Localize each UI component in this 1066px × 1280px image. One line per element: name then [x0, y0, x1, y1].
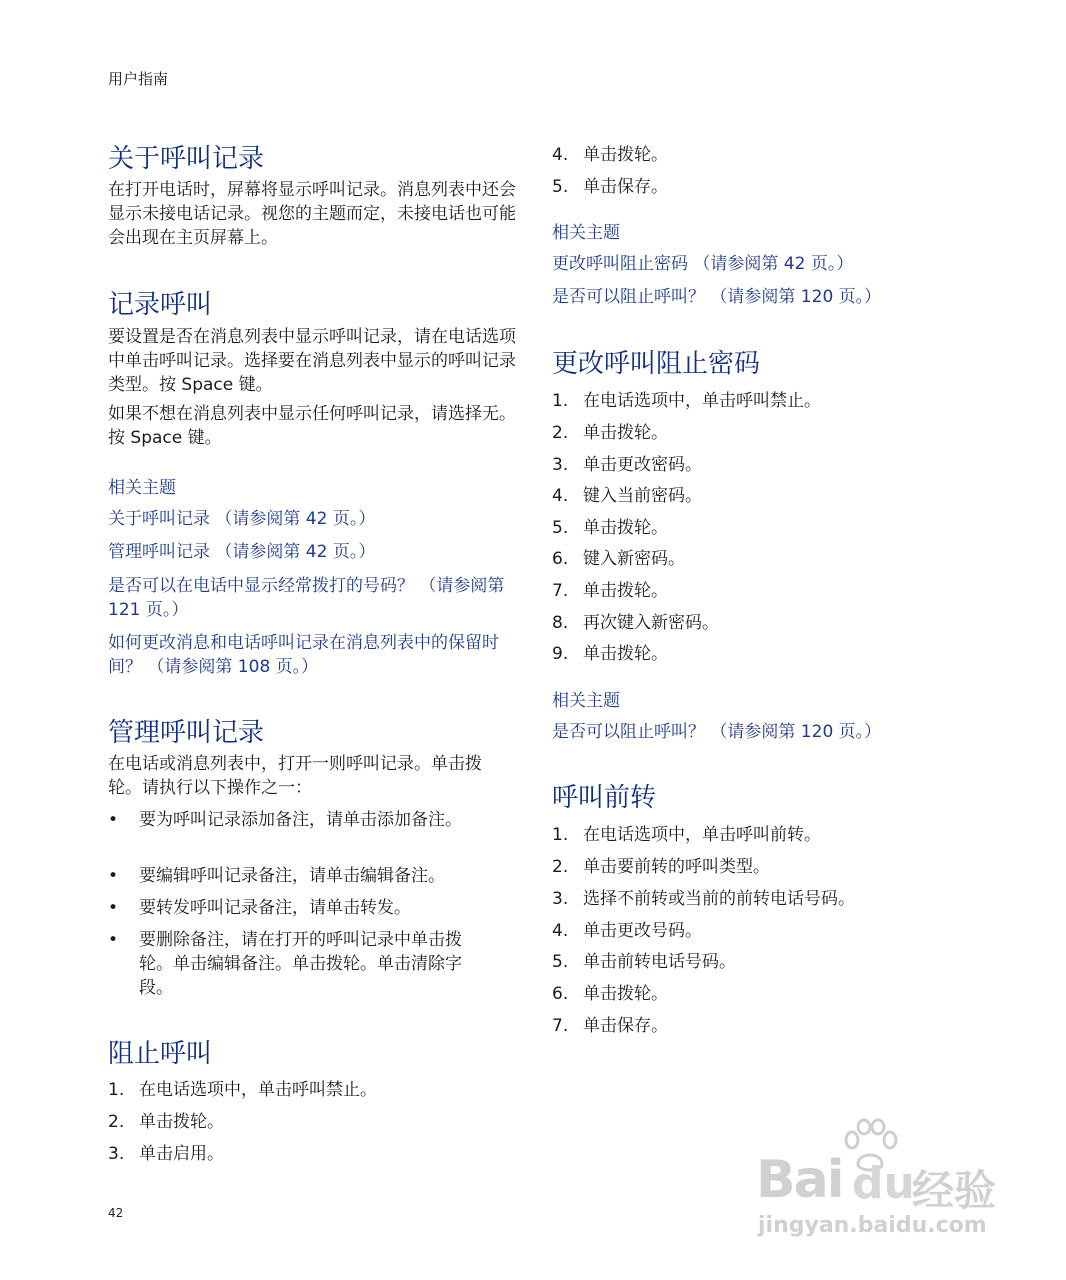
section-title-change-block-password: 更改呼叫阻止密码 [552, 349, 761, 379]
step-text: 单击拨轮。 [583, 423, 668, 443]
step-number: 6. [552, 984, 569, 1004]
step-number: 1. [108, 1080, 125, 1100]
step-item [552, 450, 702, 475]
step-text: 单击要前转的呼叫类型。 [583, 857, 770, 877]
related-topics-heading: 相关主题 [552, 691, 620, 711]
step-number: 2. [552, 423, 569, 443]
step-item [552, 947, 736, 972]
step-item [552, 979, 668, 1004]
watermark-brand-du: du [852, 1158, 915, 1209]
step-text: 单击拨轮。 [583, 581, 668, 601]
bullet: • [108, 898, 119, 918]
section-title-about-call-logs: 关于呼叫记录 [108, 144, 265, 174]
step-item [108, 1107, 224, 1132]
step-item [108, 1075, 377, 1100]
step-number: 3. [108, 1144, 125, 1164]
section-title-call-forwarding: 呼叫前转 [552, 783, 657, 813]
section-title-log-calls: 记录呼叫 [108, 290, 213, 320]
step-number: 4. [552, 145, 569, 165]
watermark-url: jingyan.baidu.com [758, 1213, 987, 1238]
step-text: 单击拨轮。 [583, 984, 668, 1004]
related-topics-heading: 相关主题 [108, 478, 176, 498]
step-item [552, 513, 668, 538]
bullet: • [108, 866, 119, 886]
step-item [552, 884, 855, 909]
step-text: 单击启用。 [139, 1144, 224, 1164]
step-text: 单击拨轮。 [139, 1112, 224, 1132]
step-number: 3. [552, 889, 569, 909]
step-item [552, 916, 702, 941]
step-item [552, 418, 668, 443]
step-text: 单击拨轮。 [583, 644, 668, 664]
related-link-can-block-calls[interactable]: 是否可以阻止呼叫？ （请参阅第 120 页。） [552, 722, 882, 742]
step-text: 在电话选项中，单击呼叫禁止。 [583, 391, 821, 411]
manage-call-logs-intro: 在电话或消息列表中，打开一则呼叫记录。单击拨轮。请执行以下操作之一： [108, 754, 482, 798]
section-title-manage-call-logs: 管理呼叫记录 [108, 718, 265, 748]
step-item [552, 481, 702, 506]
list-item-text: 要为呼叫记录添加备注，请单击添加备注。 [139, 810, 462, 830]
related-link-frequent-numbers[interactable]: 是否可以在电话中显示经常拨打的号码？ （请参阅第 121 页。） [108, 576, 505, 620]
watermark-suffix: 经验 [912, 1166, 997, 1215]
step-text: 单击拨轮。 [583, 518, 668, 538]
step-text: 在电话选项中，单击呼叫前转。 [583, 825, 821, 845]
related-topics-heading: 相关主题 [552, 223, 620, 243]
list-item [108, 896, 508, 920]
step-text: 单击更改号码。 [583, 921, 702, 941]
step-item [552, 852, 770, 877]
list-item [108, 928, 478, 1000]
step-text: 单击保存。 [583, 177, 668, 197]
step-number: 5. [552, 952, 569, 972]
step-number: 7. [552, 1016, 569, 1036]
step-text: 在电话选项中，单击呼叫禁止。 [139, 1080, 377, 1100]
log-calls-paragraph-1: 要设置是否在消息列表中显示呼叫记录，请在电话选项中单击呼叫记录。选择要在消息列表中显示的呼叫记录类型。按 Space 键。 [108, 327, 516, 395]
related-link-manage-call-logs[interactable]: 管理呼叫记录 （请参阅第 42 页。） [108, 542, 376, 562]
step-number: 6. [552, 549, 569, 569]
step-text: 键入新密码。 [583, 549, 685, 569]
watermark-brand: Bai [756, 1150, 843, 1210]
step-item [552, 1011, 668, 1036]
related-link-retention-time[interactable]: 如何更改消息和电话呼叫记录在消息列表中的保留时间？ （请参阅第 108 页。） [108, 633, 499, 677]
list-item [108, 864, 508, 888]
about-call-logs-body: 在打开电话时，屏幕将显示呼叫记录。消息列表中还会显示未接电话记录。视您的主题而定，未接电话也可能会出现在主页屏幕上。 [108, 180, 516, 248]
bullet: • [108, 930, 119, 950]
related-link-can-block-calls[interactable]: 是否可以阻止呼叫？ （请参阅第 120 页。） [552, 287, 882, 307]
step-item [552, 820, 821, 845]
step-number: 2. [552, 857, 569, 877]
step-number: 4. [552, 921, 569, 941]
step-text: 再次键入新密码。 [583, 613, 719, 633]
step-number: 8. [552, 613, 569, 633]
step-text: 键入当前密码。 [583, 486, 702, 506]
step-number: 3. [552, 455, 569, 475]
step-number: 1. [552, 825, 569, 845]
step-item [552, 576, 668, 601]
step-item [552, 608, 719, 633]
list-item-text: 要编辑呼叫记录备注，请单击编辑备注。 [139, 866, 445, 886]
step-text: 单击保存。 [583, 1016, 668, 1036]
bullet: • [108, 810, 119, 830]
step-item [552, 544, 685, 569]
document-header: 用户指南 [108, 70, 169, 88]
step-number: 5. [552, 177, 569, 197]
baidu-watermark [752, 1118, 1012, 1248]
related-link-change-block-password[interactable]: 更改呼叫阻止密码 （请参阅第 42 页。） [552, 254, 854, 274]
step-text: 选择不前转或当前的前转电话号码。 [583, 889, 855, 909]
list-item-text: 要转发呼叫记录备注，请单击转发。 [139, 898, 411, 918]
list-item [108, 808, 478, 832]
step-item [552, 639, 668, 664]
step-number: 7. [552, 581, 569, 601]
step-number: 2. [108, 1112, 125, 1132]
step-text: 单击更改密码。 [583, 455, 702, 475]
section-title-block-calls: 阻止呼叫 [108, 1039, 213, 1069]
step-number: 1. [552, 391, 569, 411]
log-calls-paragraph-2: 如果不想在消息列表中显示任何呼叫记录，请选择无。按 Space 键。 [108, 404, 516, 448]
step-item [108, 1139, 224, 1164]
step-text: 单击前转电话号码。 [583, 952, 736, 972]
step-number: 4. [552, 486, 569, 506]
page-number: 42 [108, 1206, 124, 1220]
step-text: 单击拨轮。 [583, 145, 668, 165]
step-item [552, 386, 821, 411]
step-number: 9. [552, 644, 569, 664]
list-item-text: 要删除备注，请在打开的呼叫记录中单击拨轮。单击编辑备注。单击拨轮。单击清除字段。 [139, 930, 462, 998]
step-number: 5. [552, 518, 569, 538]
step-item [552, 140, 668, 165]
step-item [552, 172, 668, 197]
related-link-about-call-logs[interactable]: 关于呼叫记录 （请参阅第 42 页。） [108, 509, 376, 529]
